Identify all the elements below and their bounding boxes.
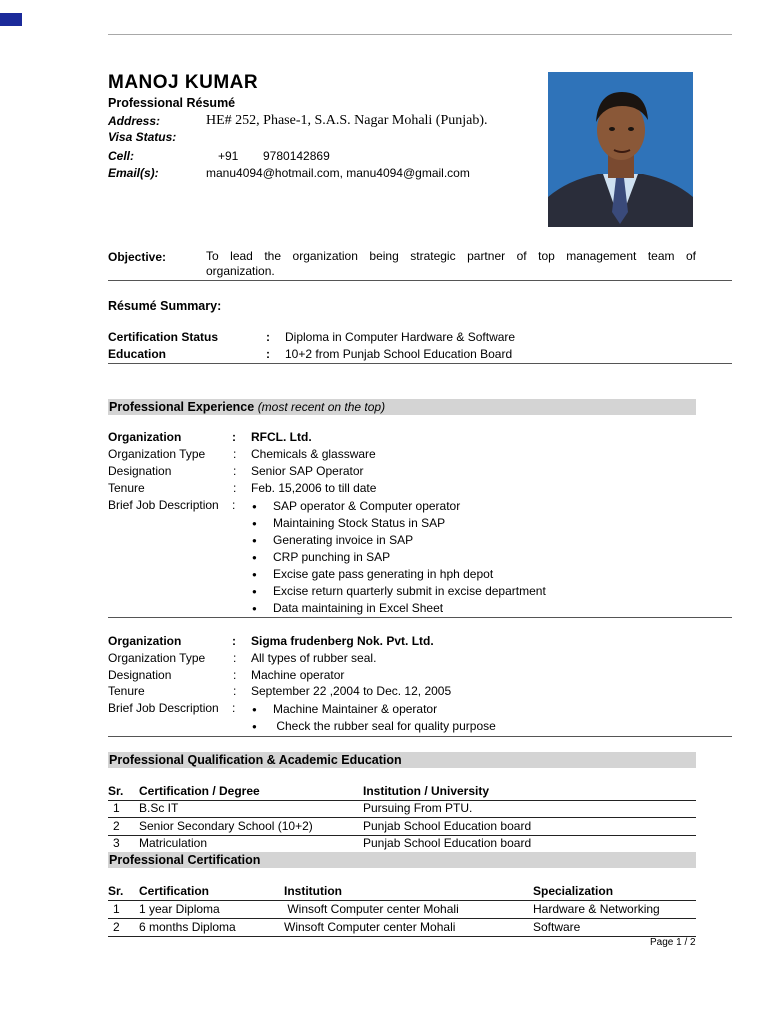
objective-text-line2: organization. [206,264,275,278]
qual-cell-degree: Senior Secondary School (10+2) [139,818,313,833]
table-row-rule [108,936,696,937]
bullet-icon: ● [252,570,257,579]
org2-sep: : [232,634,236,648]
qual-cell-institution: Punjab School Education board [363,836,532,850]
org2-desig-label: Designation [108,668,172,682]
summary-edu-label: Education [108,347,167,361]
org1-desig-value: Senior SAP Operator [251,464,364,478]
bullet-icon: ● [252,722,257,731]
org2-tenure-value: September 22 ,2004 to Dec. 12, 2005 [251,684,452,698]
bullet-icon: ● [252,705,257,714]
cell-number: 9780142869 [263,149,330,163]
org2-label: Organization [108,634,182,648]
duty-item: Generating invoice in SAP [273,533,414,547]
org1-desig-label: Designation [108,464,172,478]
cert-header-certification: Certification [139,884,210,898]
address-label: Address: [108,114,161,128]
cert-cell-specialization: Software [533,919,581,934]
cell-code: +91 [218,149,239,163]
org1-brief-sep: : [232,498,236,512]
qual-header-sr: Sr. [108,784,124,798]
cert-cell-institution: Winsoft Computer center Mohali [284,919,456,934]
experience-band [108,399,696,415]
summary-rule [108,363,732,364]
bullet-icon: ● [252,553,257,562]
org1-type-value: Chemicals & glassware [251,447,376,461]
org2-brief-sep: : [232,701,236,715]
qual-cell-degree: Matriculation [139,836,208,850]
org2-tenure-label: Tenure [108,684,145,698]
org2-desig-value: Machine operator [251,668,345,682]
org1-type-label: Organization Type [108,447,206,461]
page-number: Page 1 / 2 [650,937,696,948]
objective-label: Objective: [108,250,167,264]
cert-header-rule [108,900,696,901]
summary-title: Résumé Summary: [108,299,222,313]
qual-cell-sr: 1 [113,801,120,815]
summary-edu-value: 10+2 from Punjab School Education Board [285,347,513,361]
org2-desig-sep: : [233,668,237,682]
summary-edu-sep: : [266,347,270,361]
qual-header-institution: Institution / University [363,784,490,798]
email-value: manu4094@hotmail.com, manu4094@gmail.com [206,166,470,180]
qual-cell-degree: B.Sc IT [139,801,179,815]
qual-cell-sr: 2 [113,818,120,833]
qual-cell-institution: Punjab School Education board [363,818,532,833]
org2-tenure-sep: : [233,684,237,698]
org1-value: RFCL. Ltd. [251,430,312,444]
duty-item: Excise gate pass generating in hph depot [273,567,494,581]
email-label: Email(s): [108,166,159,180]
duty-item: Check the rubber seal for quality purpose [273,719,496,733]
org2-type-label: Organization Type [108,651,206,665]
duty-item: CRP punching in SAP [273,550,391,564]
org1-brief-label: Brief Job Description [108,498,219,512]
org1-desig-sep: : [233,464,237,478]
org1-tenure-label: Tenure [108,481,145,495]
org2-type-value: All types of rubber seal. [251,651,377,665]
duty-item: Maintaining Stock Status in SAP [273,516,446,530]
bullet-icon: ● [252,502,257,511]
cert-cell-sr: 1 [113,902,120,916]
org1-sep: : [232,430,236,444]
bullet-icon: ● [252,604,257,613]
org1-label: Organization [108,430,182,444]
profile-photo [548,72,693,227]
org1-rule [108,617,732,618]
summary-cert-label: Certification Status [108,330,219,344]
duty-item: Machine Maintainer & operator [273,702,438,716]
bullet-icon: ● [252,536,257,545]
experience-title: Professional Experience [109,400,255,414]
qual-header-degree: Certification / Degree [139,784,260,798]
cert-cell-institution: Winsoft Computer center Mohali [284,902,459,916]
qualification-title: Professional Qualification & Academic Education [109,753,402,767]
address-value: HE# 252, Phase-1, S.A.S. Nagar Mohali (Punjab). [206,113,488,128]
org1-tenure-value: Feb. 15,2006 to till date [251,481,377,495]
cert-cell-certification: 1 year Diploma [139,902,220,916]
cert-header-institution: Institution [284,884,342,898]
certification-title: Professional Certification [109,853,261,867]
experience-note: (most recent on the top) [257,400,386,414]
qual-cell-institution: Pursuing From PTU. [363,801,473,815]
duty-item: Excise return quarterly submit in excise department [273,584,546,598]
cert-header-sr: Sr. [108,884,124,898]
top-rule [108,34,732,35]
org2-brief-label: Brief Job Description [108,701,219,715]
bullet-icon: ● [252,587,257,596]
duty-item: SAP operator & Computer operator [273,499,461,513]
duty-item: Data maintaining in Excel Sheet [273,601,444,615]
org1-tenure-sep: : [233,481,237,495]
certification-band [108,852,696,868]
candidate-name: MANOJ KUMAR [108,72,259,93]
qual-cell-sr: 3 [113,836,120,850]
org2-rule [108,736,732,737]
org1-type-sep: : [233,447,237,461]
cert-cell-sr: 2 [113,919,120,934]
corner-marker [0,13,22,26]
org2-value: Sigma frudenberg Nok. Pvt. Ltd. [251,634,434,648]
cell-label: Cell: [108,149,135,163]
bullet-icon: ● [252,519,257,528]
resume-subtitle: Professional Résumé [108,96,236,110]
cert-cell-certification: 6 months Diploma [139,919,236,934]
visa-label: Visa Status: [108,130,177,144]
summary-cert-value: Diploma in Computer Hardware & Software [285,330,516,344]
org2-type-sep: : [233,651,237,665]
summary-cert-sep: : [266,330,270,344]
cert-cell-specialization: Hardware & Networking [533,902,660,916]
objective-text-line1: To lead the organization being strategic partner of top management team of [206,249,696,263]
cert-header-specialization: Specialization [533,884,614,898]
objective-rule [108,280,732,281]
qualification-band [108,752,696,768]
